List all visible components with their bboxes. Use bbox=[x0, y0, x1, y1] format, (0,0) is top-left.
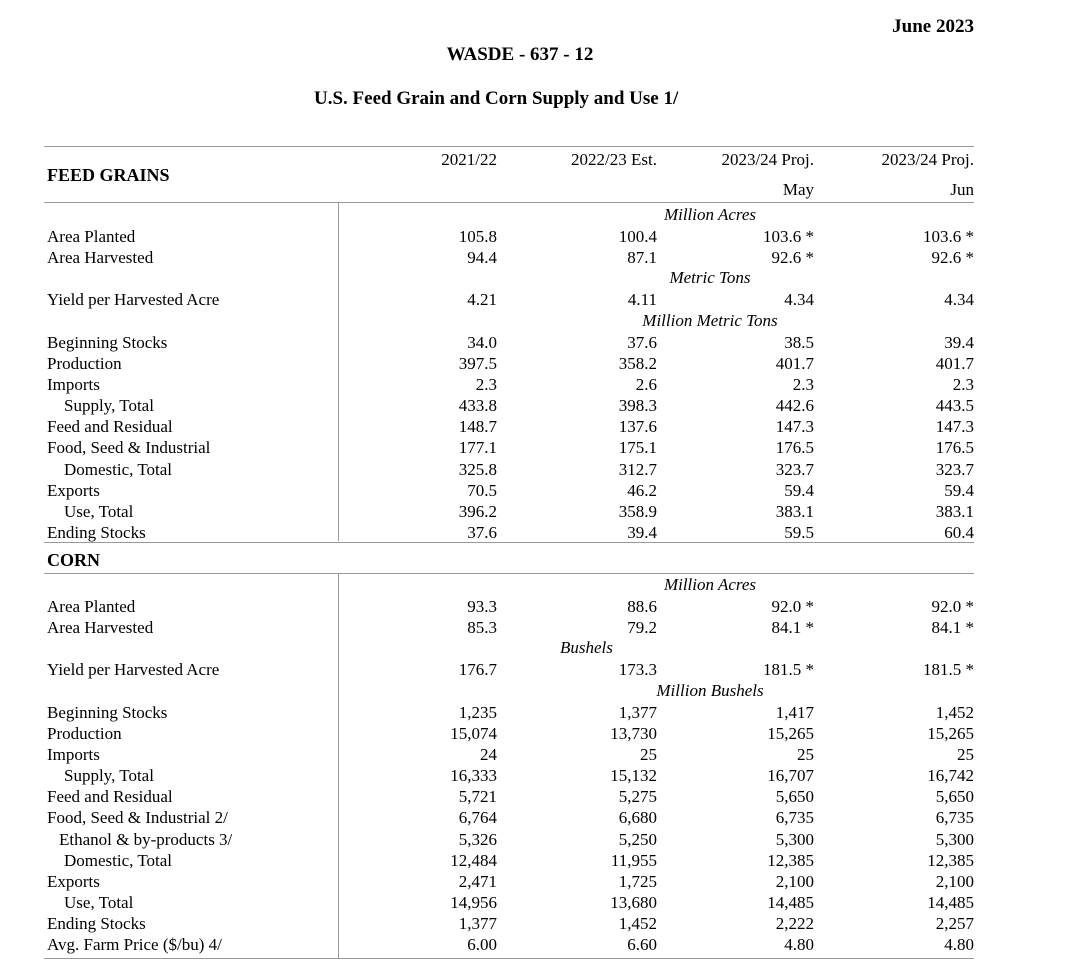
section-rule bbox=[44, 542, 974, 543]
cell-2022-23: 6,680 bbox=[618, 808, 657, 827]
cell-2022-23: 13,730 bbox=[610, 724, 657, 743]
header-bottom-rule bbox=[44, 202, 974, 203]
cell-2023-24-may: 92.0 * bbox=[771, 597, 814, 616]
cell-2023-24-may: 383.1 bbox=[775, 502, 814, 521]
row-label: Area Harvested bbox=[47, 248, 154, 267]
section-rule bbox=[44, 573, 974, 574]
cell-2023-24-may: 176.5 bbox=[775, 438, 814, 457]
cell-2021-22: 12,484 bbox=[450, 851, 497, 870]
cell-2022-23: 79.2 bbox=[627, 618, 657, 637]
table-row bbox=[0, 617, 1080, 638]
cell-2023-24-jun: 5,650 bbox=[935, 787, 974, 806]
unit-label: Million Acres bbox=[663, 575, 757, 594]
table-row bbox=[0, 522, 1080, 543]
table-row bbox=[0, 353, 1080, 374]
cell-2022-23: 13,680 bbox=[610, 893, 657, 912]
cell-2023-24-jun: 401.7 bbox=[935, 354, 974, 373]
cell-2021-22: 325.8 bbox=[458, 460, 497, 479]
cell-2023-24-jun: 16,742 bbox=[927, 766, 974, 785]
cell-2023-24-jun: 15,265 bbox=[927, 724, 974, 743]
cell-2023-24-jun: 59.4 bbox=[944, 481, 974, 500]
cell-2021-22: 70.5 bbox=[467, 481, 497, 500]
cell-2021-22: 5,326 bbox=[458, 830, 497, 849]
row-label: Exports bbox=[47, 481, 100, 500]
cell-2023-24-jun: 4.80 bbox=[944, 935, 974, 954]
cell-2022-23: 39.4 bbox=[627, 523, 657, 542]
row-label: Production bbox=[47, 354, 122, 373]
cell-2023-24-may: 25 bbox=[797, 745, 814, 764]
row-label: Supply, Total bbox=[64, 766, 154, 785]
col-header-2022-23: 2022/23 Est. bbox=[571, 150, 657, 169]
cell-2021-22: 94.4 bbox=[467, 248, 497, 267]
cell-2023-24-may: 38.5 bbox=[784, 333, 814, 352]
cell-2023-24-may: 4.80 bbox=[784, 935, 814, 954]
row-label: Ending Stocks bbox=[47, 914, 146, 933]
cell-2023-24-jun: 103.6 * bbox=[923, 227, 974, 246]
cell-2021-22: 148.7 bbox=[458, 417, 497, 436]
unit-label: Bushels bbox=[560, 638, 613, 657]
cell-2023-24-jun: 383.1 bbox=[935, 502, 974, 521]
cell-2021-22: 14,956 bbox=[450, 893, 497, 912]
row-label: Food, Seed & Industrial bbox=[47, 438, 211, 457]
table-row bbox=[0, 934, 1080, 955]
col-subheader-may: May bbox=[782, 180, 814, 199]
row-label: Avg. Farm Price ($/bu) 4/ bbox=[47, 935, 222, 954]
cell-2022-23: 175.1 bbox=[618, 438, 657, 457]
cell-2023-24-may: 14,485 bbox=[767, 893, 814, 912]
row-label: Ethanol & by-products 3/ bbox=[59, 830, 233, 849]
row-label: Use, Total bbox=[64, 502, 134, 521]
cell-2022-23: 1,377 bbox=[618, 703, 657, 722]
cell-2021-22: 177.1 bbox=[458, 438, 497, 457]
unit-label: Million Bushels bbox=[656, 681, 764, 700]
cell-2023-24-may: 2.3 bbox=[792, 375, 814, 394]
table-row bbox=[0, 596, 1080, 617]
row-label: Area Planted bbox=[47, 597, 136, 616]
section-title-feed-grains: FEED GRAINS bbox=[47, 165, 170, 185]
cell-2022-23: 358.9 bbox=[618, 502, 657, 521]
cell-2021-22: 16,333 bbox=[450, 766, 497, 785]
cell-2023-24-may: 92.6 * bbox=[771, 248, 814, 267]
row-label: Feed and Residual bbox=[47, 417, 173, 436]
cell-2023-24-may: 16,707 bbox=[767, 766, 814, 785]
row-label: Beginning Stocks bbox=[47, 333, 168, 352]
cell-2023-24-may: 4.34 bbox=[784, 290, 814, 309]
cell-2022-23: 2.6 bbox=[635, 375, 657, 394]
table-row bbox=[0, 374, 1080, 395]
cell-2023-24-jun: 92.0 * bbox=[931, 597, 974, 616]
cell-2021-22: 37.6 bbox=[467, 523, 497, 542]
cell-2023-24-jun: 181.5 * bbox=[923, 660, 974, 679]
table-top-rule bbox=[44, 146, 974, 147]
cell-2023-24-may: 323.7 bbox=[775, 460, 814, 479]
cell-2023-24-may: 6,735 bbox=[775, 808, 814, 827]
cell-2022-23: 137.6 bbox=[618, 417, 657, 436]
cell-2023-24-jun: 84.1 * bbox=[931, 618, 974, 637]
cell-2023-24-may: 1,417 bbox=[775, 703, 814, 722]
cell-2021-22: 5,721 bbox=[458, 787, 497, 806]
cell-2023-24-may: 59.4 bbox=[784, 481, 814, 500]
cell-2022-23: 25 bbox=[640, 745, 657, 764]
cell-2023-24-may: 442.6 bbox=[775, 396, 814, 415]
cell-2021-22: 2.3 bbox=[475, 375, 497, 394]
table-row bbox=[0, 892, 1080, 913]
cell-2021-22: 397.5 bbox=[458, 354, 497, 373]
table-row bbox=[0, 786, 1080, 807]
table-row bbox=[0, 765, 1080, 786]
table-row bbox=[0, 247, 1080, 268]
cell-2021-22: 2,471 bbox=[458, 872, 497, 891]
cell-2023-24-may: 59.5 bbox=[784, 523, 814, 542]
cell-2022-23: 1,725 bbox=[618, 872, 657, 891]
cell-2023-24-jun: 2.3 bbox=[952, 375, 974, 394]
row-label: Ending Stocks bbox=[47, 523, 146, 542]
cell-2022-23: 15,132 bbox=[610, 766, 657, 785]
table-row bbox=[0, 480, 1080, 501]
row-label: Yield per Harvested Acre bbox=[47, 290, 220, 309]
cell-2022-23: 100.4 bbox=[618, 227, 657, 246]
table-row bbox=[0, 850, 1080, 871]
cell-2022-23: 87.1 bbox=[627, 248, 657, 267]
cell-2021-22: 93.3 bbox=[467, 597, 497, 616]
cell-2021-22: 85.3 bbox=[467, 618, 497, 637]
cell-2023-24-may: 103.6 * bbox=[763, 227, 814, 246]
col-subheader-jun: Jun bbox=[950, 180, 974, 199]
cell-2021-22: 24 bbox=[480, 745, 497, 764]
cell-2021-22: 6.00 bbox=[467, 935, 497, 954]
cell-2021-22: 433.8 bbox=[458, 396, 497, 415]
cell-2023-24-may: 84.1 * bbox=[771, 618, 814, 637]
cell-2022-23: 398.3 bbox=[618, 396, 657, 415]
cell-2023-24-jun: 147.3 bbox=[935, 417, 974, 436]
cell-2021-22: 34.0 bbox=[467, 333, 497, 352]
unit-label: Metric Tons bbox=[669, 268, 751, 287]
cell-2021-22: 396.2 bbox=[458, 502, 497, 521]
cell-2023-24-jun: 14,485 bbox=[927, 893, 974, 912]
table-row bbox=[0, 416, 1080, 437]
report-date: June 2023 bbox=[892, 16, 974, 37]
cell-2023-24-may: 181.5 * bbox=[763, 660, 814, 679]
cell-2022-23: 173.3 bbox=[618, 660, 657, 679]
col-header-2021-22: 2021/22 bbox=[441, 150, 497, 169]
cell-2022-23: 312.7 bbox=[618, 460, 657, 479]
row-label: Domestic, Total bbox=[64, 851, 173, 870]
report-id: WASDE - 637 - 12 bbox=[446, 44, 594, 65]
cell-2023-24-jun: 2,100 bbox=[935, 872, 974, 891]
cell-2022-23: 46.2 bbox=[627, 481, 657, 500]
table-row bbox=[0, 332, 1080, 353]
cell-2023-24-jun: 92.6 * bbox=[931, 248, 974, 267]
row-label: Feed and Residual bbox=[47, 787, 173, 806]
table-row bbox=[0, 829, 1080, 850]
cell-2021-22: 176.7 bbox=[458, 660, 497, 679]
cell-2022-23: 4.11 bbox=[627, 290, 657, 309]
row-label: Area Planted bbox=[47, 227, 136, 246]
row-label: Imports bbox=[47, 375, 100, 394]
cell-2022-23: 358.2 bbox=[618, 354, 657, 373]
table-row bbox=[0, 289, 1080, 310]
row-label: Area Harvested bbox=[47, 618, 154, 637]
table-row bbox=[0, 807, 1080, 828]
row-label: Beginning Stocks bbox=[47, 703, 168, 722]
cell-2022-23: 1,452 bbox=[618, 914, 657, 933]
table-row bbox=[0, 723, 1080, 744]
cell-2023-24-may: 401.7 bbox=[775, 354, 814, 373]
cell-2023-24-may: 147.3 bbox=[775, 417, 814, 436]
cell-2023-24-may: 5,300 bbox=[775, 830, 814, 849]
cell-2023-24-jun: 39.4 bbox=[944, 333, 974, 352]
cell-2021-22: 6,764 bbox=[458, 808, 497, 827]
cell-2022-23: 37.6 bbox=[627, 333, 657, 352]
cell-2023-24-may: 12,385 bbox=[767, 851, 814, 870]
cell-2022-23: 5,275 bbox=[618, 787, 657, 806]
cell-2023-24-may: 5,650 bbox=[775, 787, 814, 806]
row-label: Production bbox=[47, 724, 122, 743]
row-label: Exports bbox=[47, 872, 100, 891]
row-label: Yield per Harvested Acre bbox=[47, 660, 220, 679]
cell-2023-24-may: 2,222 bbox=[775, 914, 814, 933]
table-row bbox=[0, 913, 1080, 934]
cell-2022-23: 5,250 bbox=[618, 830, 657, 849]
row-label: Domestic, Total bbox=[64, 460, 173, 479]
cell-2021-22: 1,377 bbox=[458, 914, 497, 933]
cell-2023-24-jun: 5,300 bbox=[935, 830, 974, 849]
table-row bbox=[0, 702, 1080, 723]
row-label: Use, Total bbox=[64, 893, 134, 912]
table-title: U.S. Feed Grain and Corn Supply and Use 1/ bbox=[314, 88, 679, 109]
unit-label: Million Acres bbox=[663, 205, 757, 224]
section-title-corn: CORN bbox=[47, 550, 100, 570]
cell-2023-24-may: 15,265 bbox=[767, 724, 814, 743]
cell-2021-22: 1,235 bbox=[458, 703, 497, 722]
cell-2023-24-jun: 60.4 bbox=[944, 523, 974, 542]
table-row bbox=[0, 871, 1080, 892]
cell-2022-23: 6.60 bbox=[627, 935, 657, 954]
table-row bbox=[0, 226, 1080, 247]
table-row bbox=[0, 459, 1080, 480]
cell-2021-22: 105.8 bbox=[458, 227, 497, 246]
cell-2023-24-may: 2,100 bbox=[775, 872, 814, 891]
row-label: Food, Seed & Industrial 2/ bbox=[47, 808, 228, 827]
cell-2023-24-jun: 1,452 bbox=[935, 703, 974, 722]
unit-label: Million Metric Tons bbox=[642, 311, 778, 330]
cell-2023-24-jun: 25 bbox=[957, 745, 974, 764]
table-row bbox=[0, 437, 1080, 458]
col-header-2023-24-jun: 2023/24 Proj. bbox=[881, 150, 974, 169]
cell-2022-23: 11,955 bbox=[610, 851, 657, 870]
cell-2023-24-jun: 176.5 bbox=[935, 438, 974, 457]
cell-2023-24-jun: 4.34 bbox=[944, 290, 974, 309]
cell-2022-23: 88.6 bbox=[627, 597, 657, 616]
cell-2023-24-jun: 2,257 bbox=[935, 914, 974, 933]
cell-2023-24-jun: 443.5 bbox=[935, 396, 974, 415]
col-header-2023-24-may: 2023/24 Proj. bbox=[721, 150, 814, 169]
table-row bbox=[0, 501, 1080, 522]
row-label: Imports bbox=[47, 745, 100, 764]
cell-2023-24-jun: 323.7 bbox=[935, 460, 974, 479]
cell-2023-24-jun: 12,385 bbox=[927, 851, 974, 870]
table-row bbox=[0, 395, 1080, 416]
table-bottom-rule bbox=[44, 958, 974, 959]
cell-2021-22: 4.21 bbox=[467, 290, 497, 309]
table-row bbox=[0, 659, 1080, 680]
row-label: Supply, Total bbox=[64, 396, 154, 415]
cell-2021-22: 15,074 bbox=[450, 724, 497, 743]
cell-2023-24-jun: 6,735 bbox=[935, 808, 974, 827]
table-row bbox=[0, 744, 1080, 765]
